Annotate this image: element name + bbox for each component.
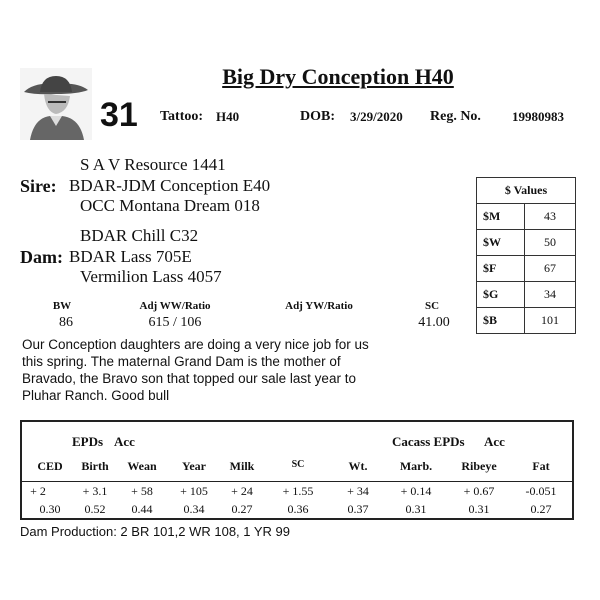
reg-label: Reg. No. <box>430 109 481 124</box>
lot-number: 31 <box>100 96 138 134</box>
adj-yw-label: Adj YW/Ratio <box>285 300 353 312</box>
epd-value: + 105 <box>180 484 208 498</box>
table-row <box>477 204 576 230</box>
dollar-value: 34 <box>524 282 575 308</box>
epds-acc-label: Acc <box>114 434 135 449</box>
epd-col-fat: Fat <box>532 459 550 473</box>
dollar-value: 67 <box>524 256 575 282</box>
dollar-value: 43 <box>524 204 575 230</box>
epd-value: + 3.1 <box>82 484 108 498</box>
epd-col-year: Year <box>182 459 206 473</box>
sire-name: BDAR-JDM Conception E40 <box>69 176 271 195</box>
table-row <box>477 230 576 256</box>
sire-sire: S A V Resource 1441 <box>80 155 226 174</box>
epd-col-sc: SC <box>291 459 305 470</box>
dollar-value-label: $W <box>477 230 525 256</box>
dollar-value-label: $B <box>477 308 525 334</box>
epd-value: + 58 <box>131 484 153 498</box>
dollar-values-header: $ Values <box>477 178 576 204</box>
dollar-value-label: $G <box>477 282 525 308</box>
dollar-value: 101 <box>524 308 575 334</box>
epd-col-wean: Wean <box>127 459 157 473</box>
epd-value: + 1.55 <box>282 484 314 498</box>
epd-accuracy: 0.37 <box>347 502 369 516</box>
comments-text: Our Conception daughters are doing a very nice job for us this spring. The maternal Grand Dam is the mother of Bravado, the Bravo son that topped our sale last year to Pluhar Ranch. Good bull <box>22 337 369 403</box>
carcass-epds-label: Cacass EPDs <box>392 434 465 449</box>
epd-value: -0.051 <box>525 484 557 498</box>
epd-value: + 0.14 <box>400 484 432 498</box>
dollar-value-label: $F <box>477 256 525 282</box>
epd-value: + 2 <box>30 484 46 498</box>
epd-col-ribeye: Ribeye <box>461 459 497 473</box>
epd-value: + 0.67 <box>463 484 495 498</box>
sc-value: 41.00 <box>418 315 450 330</box>
dam-label: Dam: <box>20 247 63 267</box>
dollar-values-table <box>476 177 576 334</box>
reg-value: 19980983 <box>512 109 564 124</box>
dam-production-text: Dam Production: 2 BR 101,2 WR 108, 1 YR 99 <box>20 524 291 539</box>
epd-accuracy: 0.34 <box>183 502 205 516</box>
epd-col-wt: Wt. <box>348 459 368 473</box>
table-row <box>477 256 576 282</box>
table-row <box>477 282 576 308</box>
bw-label: BW <box>52 300 72 312</box>
epd-accuracy: 0.27 <box>530 502 552 516</box>
epd-accuracy: 0.30 <box>39 502 61 516</box>
dob-value: 3/29/2020 <box>350 109 403 124</box>
adj-ww-value: 615 / 106 <box>148 315 202 330</box>
epd-col-marb: Marb. <box>399 459 433 473</box>
dam-name: BDAR Lass 705E <box>69 247 192 266</box>
epd-col-milk: Milk <box>229 459 255 473</box>
dollar-value: 50 <box>524 230 575 256</box>
dam-sire: BDAR Chill C32 <box>80 226 199 245</box>
epds-label: EPDs <box>72 434 104 449</box>
cowboy-logo-image <box>20 68 92 140</box>
epd-value: + 34 <box>347 484 369 498</box>
epd-accuracy: 0.31 <box>405 502 427 516</box>
epd-accuracy: 0.36 <box>287 502 309 516</box>
adj-ww-label: Adj WW/Ratio <box>139 300 211 312</box>
epd-value: + 24 <box>231 484 253 498</box>
bull-name-title: Big Dry Conception H40 <box>222 64 454 89</box>
dob-label: DOB: <box>300 109 335 124</box>
epd-accuracy: 0.52 <box>84 502 106 516</box>
bw-value: 86 <box>59 315 73 330</box>
sc-label: SC <box>424 300 440 312</box>
epd-accuracy: 0.44 <box>131 502 153 516</box>
tattoo-value: H40 <box>216 109 240 124</box>
epd-box <box>20 420 574 520</box>
epd-divider <box>22 481 572 482</box>
sire-dam: OCC Montana Dream 018 <box>80 196 260 215</box>
epd-accuracy: 0.27 <box>231 502 253 516</box>
table-row <box>477 308 576 334</box>
epd-col-birth: Birth <box>81 459 109 473</box>
epd-accuracy: 0.31 <box>468 502 490 516</box>
tattoo-label: Tattoo: <box>160 109 204 124</box>
epd-col-ced: CED <box>37 459 63 473</box>
dollar-value-label: $M <box>477 204 525 230</box>
sire-label: Sire: <box>20 176 57 196</box>
dam-dam: Vermilion Lass 4057 <box>80 267 222 286</box>
carcass-acc-label: Acc <box>484 434 505 449</box>
